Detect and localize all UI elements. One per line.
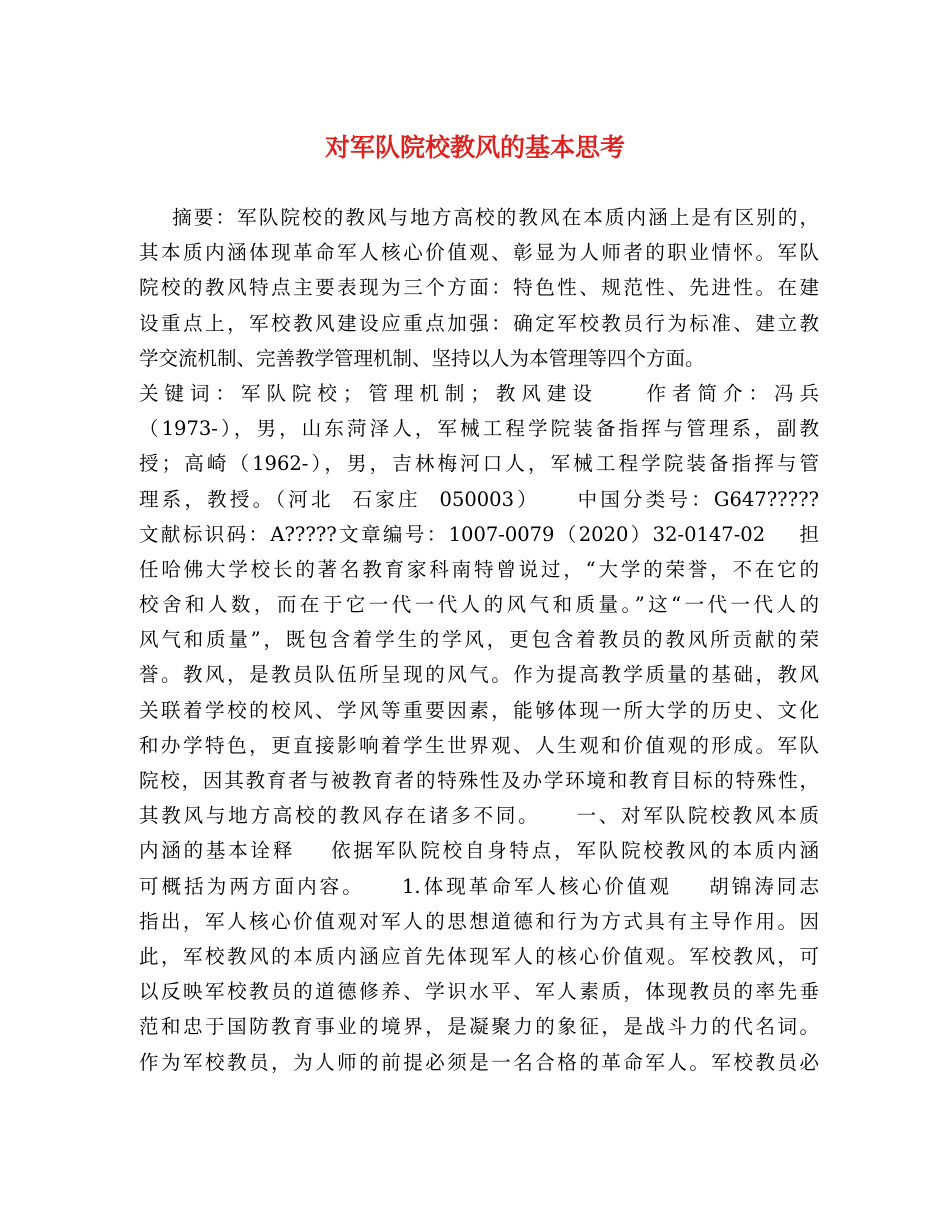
body-line: 可概括为两方面内容。 1.体现革命军人核心价值观 胡锦涛同志 <box>139 874 819 898</box>
body-line: 关联着学校的校风、学风等重要因素，能够体现一所大学的历史、文化 <box>139 698 819 722</box>
body-line: 院校的教风特点主要表现为三个方面：特色性、规范性、先进性。在建 <box>139 276 819 300</box>
body-line: 作为军校教员，为人师的前提必须是一名合格的革命军人。军校教员必 <box>139 1050 819 1074</box>
body-line: （1973-），男，山东菏泽人，军械工程学院装备指挥与管理系，副教 <box>139 417 819 441</box>
document-body <box>139 200 819 1080</box>
body-line: 和办学特色，更直接影响着学生世界观、人生观和价值观的形成。军队 <box>139 733 819 757</box>
body-line: 设重点上，军校教风建设应重点加强：确定军校教员行为标准、建立教 <box>139 311 819 335</box>
body-line: 文献标识码：A?????文章编号：1007-0079（2020）32-0147-02 担 <box>139 522 819 546</box>
body-line: 风气和质量”，既包含着学生的学风，更包含着教员的教风所贡献的荣 <box>139 628 819 652</box>
body-line: 摘要：军队院校的教风与地方高校的教风在本质内涵上是有区别的， <box>139 206 819 229</box>
body-line: 范和忠于国防教育事业的境界，是凝聚力的象征，是战斗力的代名词。 <box>139 1015 819 1039</box>
body-line: 校舍和人数，而在于它一代一代人的风气和质量。”这“一代一代人的 <box>139 593 819 617</box>
body-line: 以反映军校教员的道德修养、学识水平、军人素质，体现教员的率先垂 <box>139 980 819 1004</box>
body-line: 其教风与地方高校的教风存在诸多不同。 一、对军队院校教风本质 <box>139 804 819 828</box>
body-line: 指出，军人核心价值观对军人的思想道德和行为方式具有主导作用。因 <box>139 909 819 933</box>
document-title: 对军队院校教风的基本思考 <box>324 133 625 162</box>
body-line: 任哈佛大学校长的著名教育家科南特曾说过，“大学的荣誉，不在它的 <box>139 557 819 581</box>
body-line: 学交流机制、完善教学管理机制、坚持以人为本管理等四个方面。 <box>139 346 705 370</box>
body-line: 院校，因其教育者与被教育者的特殊性及办学环境和教育目标的特殊性， <box>139 769 819 792</box>
body-line: 誉。教风，是教员队伍所呈现的风气。作为提高教学质量的基础，教风 <box>139 663 819 687</box>
body-line: 内涵的基本诠释 依据军队院校自身特点，军队院校教风的本质内涵 <box>139 839 819 863</box>
body-line: 此，军校教风的本质内涵应首先体现军人的核心价值观。军校教风，可 <box>139 944 819 968</box>
body-line: 理系，教授。（河北 石家庄 050003） 中国分类号：G647????? <box>139 487 819 511</box>
body-line: 授；高崎（1962-），男，吉林梅河口人，军械工程学院装备指挥与管 <box>139 452 819 476</box>
body-line: 关键词：军队院校；管理机制；教风建设 作者简介：冯兵 <box>139 381 819 405</box>
body-line: 其本质内涵体现革命军人核心价值观、彰显为人师者的职业情怀。军队 <box>139 241 819 265</box>
